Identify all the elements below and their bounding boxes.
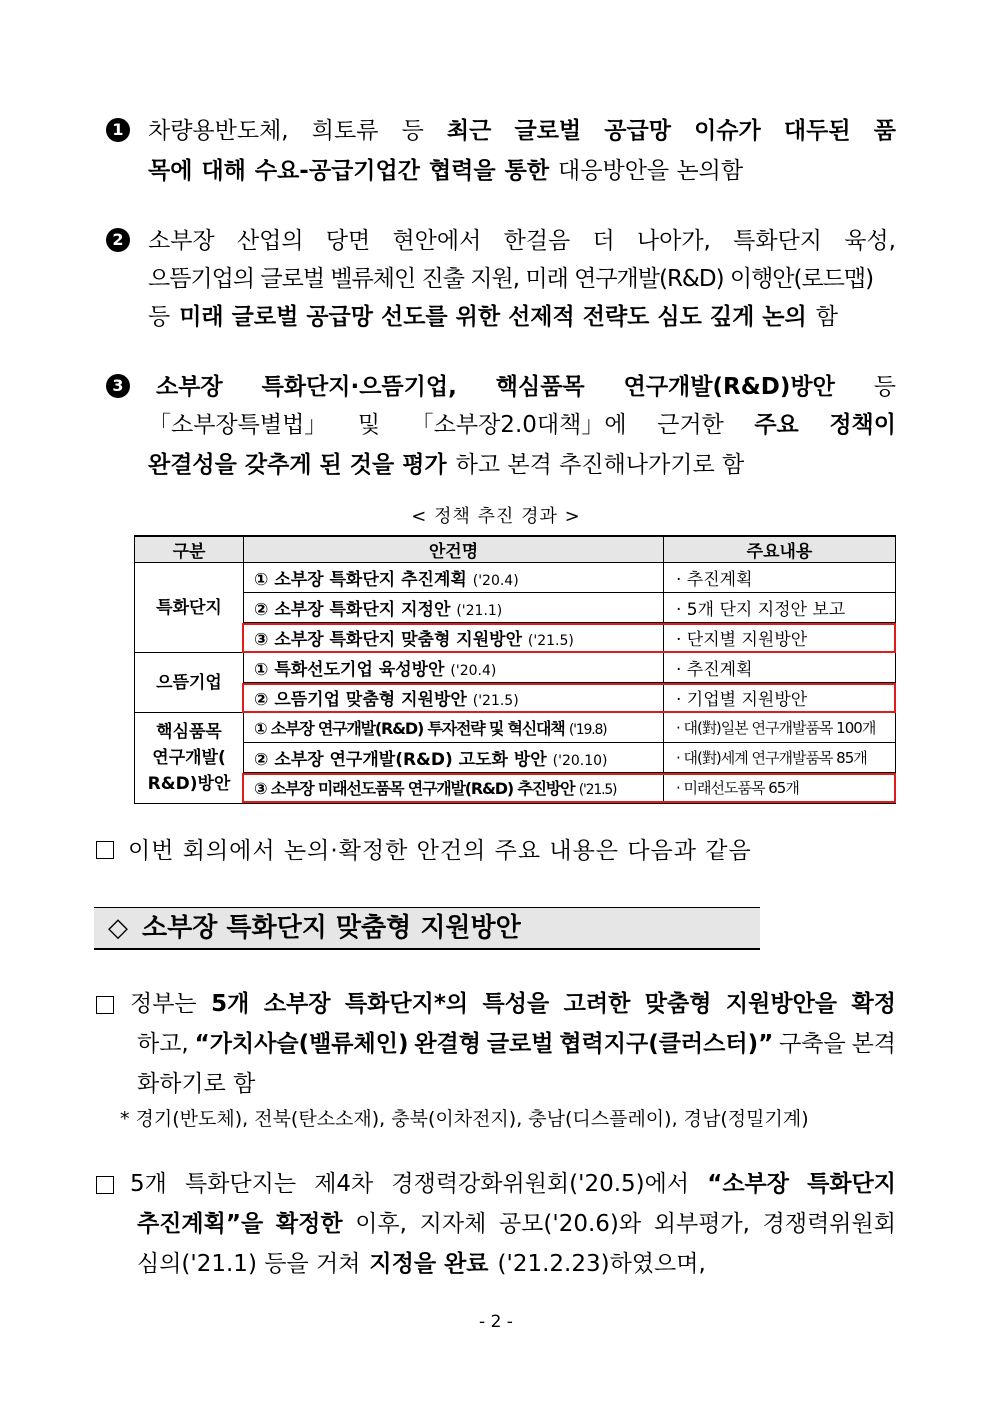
text-segment: 구축을 [779,1031,846,1057]
agenda-intro-text: 이번 회의에서 논의·확정한 안건의 주요 내용은 다음과 같음 [128,838,752,864]
text-segment: 지원방안을 [725,991,838,1017]
numbered-bullet-3-icon: 3 [106,374,130,398]
text-segment: 정책이 [829,412,896,438]
content-cell: · 추진계획 [664,563,896,593]
text-segment: 주요 [754,412,799,438]
text-segment: 추진계획”을 [137,1211,264,1237]
agenda-title: 소부장 연구개발(R&D) 고도화 방안 [274,750,547,770]
agenda-number: ① [254,719,267,738]
header-category: 구분 [135,536,244,563]
category-cell [135,653,244,713]
point-2-line-3 [148,302,896,332]
agenda-number: ② [254,600,269,620]
content-cell: · 단지별 지원방안 [664,623,896,653]
text-segment: 소부장 [156,374,223,400]
numbered-bullet-1-icon: 1 [106,118,130,142]
text-segment: 특화단지·으뜸기업, [261,374,457,400]
text-segment: 한걸음 [503,228,571,254]
text-segment: 하고 본격 추진해나가기로 함 [455,452,745,478]
para2-line-1 [130,1169,896,1199]
text-segment: ('21.2.23)하였으며, [497,1251,706,1277]
numbered-bullet-2-icon: 2 [106,228,130,252]
text-segment: 대응방안을 논의함 [558,158,744,184]
text-segment: 육성, [844,228,896,254]
text-segment: “소부장 [707,1171,789,1197]
agenda-number: ① [254,660,269,680]
para1-line-3 [137,1069,896,1099]
text-segment: 소부장 [263,991,331,1017]
agenda-date: ('21.5) [472,693,519,709]
text-segment: 「소부장2.0대책」에 [410,412,627,438]
header-agenda: 안건명 [244,536,664,563]
text-segment: 고려한 [563,991,631,1017]
checkbox-square-icon [96,841,114,859]
table-row [135,563,896,593]
agenda-date: ('21.5) [578,782,617,798]
policy-progress-table [134,535,896,804]
content-cell: · 대(對)세계 연구개발품목 85개 [664,743,896,773]
agenda-title: 특화선도기업 육성방안 [274,660,445,680]
text-segment: 제4차 [314,1171,374,1197]
text-segment: 맞춤형 [644,991,712,1017]
text-segment: 5개 [130,1171,167,1197]
category-cell [135,563,244,653]
text-segment: 및 [357,412,381,438]
text-segment: 5개 [211,991,250,1017]
text-segment: 소부장 [148,228,215,254]
text-segment: 이슈가 [694,118,761,144]
text-segment: 글로벌 [486,1031,554,1057]
text-segment: 함 [815,304,838,330]
para2-line-3 [137,1249,896,1279]
text-segment: 심의('21.1) 등을 거쳐 [137,1251,361,1277]
point-3-line-2 [148,410,896,440]
text-segment: 특화단지 [807,1171,896,1197]
text-segment: 확정한 [275,1211,343,1237]
table-row [135,713,896,743]
agenda-date: ('21.5) [527,633,574,649]
text-segment: 등 [401,118,424,144]
highlight-box [242,773,896,804]
text-segment: 경쟁력강화위원회('20.5)에서 [391,1171,690,1197]
text-segment: 등 [148,304,171,330]
text-segment: 「소부장특별법」 [148,412,328,438]
text-segment: 정부는 [130,991,197,1017]
text-segment: 산업의 [236,228,304,254]
agenda-title: 소부장 특화단지 추진계획 [274,570,467,590]
text-segment: 특성을 [482,991,550,1017]
text-segment: 완결형 [414,1031,481,1057]
point-2-line-2 [148,264,896,294]
text-segment: 화하기로 함 [137,1071,256,1097]
agenda-cell [244,653,664,683]
header-content: 주요내용 [664,536,896,563]
content-cell: · 미래선도품목 65개 [664,773,896,804]
text-segment: 통한 [504,158,550,184]
agenda-number: ② [254,750,269,770]
agenda-date: ('20.4) [450,663,497,679]
footnote-regions: * 경기(반도체), 전북(탄소소재), 충북(이차전지), 충남(디스플레이), 경남(정밀기계) [120,1108,809,1130]
para2-line-2 [137,1209,896,1239]
content-cell: · 기업별 지원방안 [664,683,896,713]
text-segment: 하고, [137,1031,189,1057]
agenda-date: ('19.8) [568,722,607,738]
agenda-title: 소부장 특화단지 지정안 [274,600,451,620]
text-segment: 등 [873,374,896,400]
text-segment: 수요-공급기업간 [254,158,420,184]
text-segment: 이후, [355,1211,407,1237]
agenda-number: ③ [254,779,267,798]
category-cell [135,713,244,804]
text-segment: 특화단지는 [184,1171,297,1197]
content-cell: · 대(對)일본 연구개발품목 100개 [664,713,896,743]
point-3-line-1 [156,372,896,402]
agenda-title: 으뜸기업 맞춤형 지원방안 [274,690,467,710]
text-segment: 최근 [446,118,492,144]
table-header-row [135,536,896,563]
agenda-cell [244,593,664,623]
text-segment: 차량용반도체, [148,118,289,144]
agenda-cell [244,713,664,743]
checkbox-square-icon [96,996,114,1014]
text-segment: 연구개발(R&D)방안 [623,374,835,400]
text-segment: 지자체 [419,1211,487,1237]
text-segment: 특화단지*의 [344,991,469,1017]
text-segment: 당면 [325,228,371,254]
section-title: 소부장 특화단지 맞춤형 지원방안 [142,913,521,943]
text-segment: 핵심품목 [495,374,585,400]
agenda-cell [244,743,664,773]
highlight-box [242,683,896,713]
text-segment: 목에 [148,158,193,184]
page-number: - 2 - [479,1312,513,1332]
text-segment: 공모('20.6)와 [498,1211,642,1237]
text-segment: “가치사슬(밸류체인) [194,1031,409,1057]
para1-line-1 [130,989,896,1019]
text-segment: 확정 [851,991,896,1017]
diamond-icon: ◇ [108,913,128,943]
highlight-box [242,623,896,653]
text-segment: 대두된 [783,118,851,144]
text-segment: 으뜸기업의 글로벌 벨류체인 진출 지원, 미래 연구개발(R&D) 이행안(로드맵) [148,266,874,292]
table-row [135,653,896,683]
text-segment: 품 [873,118,896,144]
text-segment: 완결성을 갖추게 된 것을 평가 [148,452,447,478]
text-segment: 대해 [201,158,246,184]
table-caption: < 정책 추진 경과 > [411,506,581,527]
table-row [135,593,896,623]
category-label: 핵심품목 [156,721,222,742]
point-1-line-1 [148,116,896,146]
text-segment: 더 [592,228,615,254]
text-segment: 경쟁력위원회 [762,1211,896,1237]
text-segment: 글로벌 [514,118,582,144]
category-label: R&D)방안 [147,773,231,794]
agenda-cell [244,563,664,593]
agenda-number: ① [254,570,269,590]
section-heading [94,907,760,950]
agenda-title: 소부장 특화단지 맞춤형 지원방안 [274,630,522,650]
agenda-date: ('20.4) [472,573,519,589]
text-segment: 협력지구(클러스터)” [559,1031,774,1057]
agenda-intro [96,836,752,866]
category-label: 특화단지 [156,597,222,618]
agenda-date: ('20.10) [552,753,608,769]
text-segment: 희토류 [311,118,379,144]
text-segment: 지정을 완료 [369,1251,489,1277]
content-cell: · 추진계획 [664,653,896,683]
category-label: 으뜸기업 [156,672,222,693]
text-segment: 공급망 [604,118,671,144]
text-segment: 나아가, [636,228,711,254]
text-segment: 근거한 [657,412,724,438]
agenda-date: ('21.1) [456,603,503,619]
agenda-title: 소부장 미래선도품목 연구개발(R&D) 추진방안 [270,779,575,798]
agenda-title: 소부장 연구개발(R&D) 투자전략 및 혁신대책 [270,719,565,738]
text-segment: 미래 글로벌 공급망 선도를 위한 선제적 전략도 심도 깊게 논의 [179,304,807,330]
point-2-line-1 [148,226,896,256]
table-row [135,743,896,773]
text-segment: 특화단지 [733,228,822,254]
category-label: 연구개발( [152,747,226,768]
para1-line-2 [137,1029,896,1059]
text-segment: 협력을 [428,158,496,184]
agenda-number: ③ [254,630,269,650]
text-segment: 현안에서 [392,228,482,254]
point-1-line-2 [148,156,896,186]
text-segment: 외부평가, [653,1211,750,1237]
text-segment: 본격 [851,1031,896,1057]
content-cell: · 5개 단지 지정안 보고 [664,593,896,623]
checkbox-square-icon [96,1176,114,1194]
agenda-number: ② [254,690,269,710]
point-3-line-3 [148,450,896,480]
